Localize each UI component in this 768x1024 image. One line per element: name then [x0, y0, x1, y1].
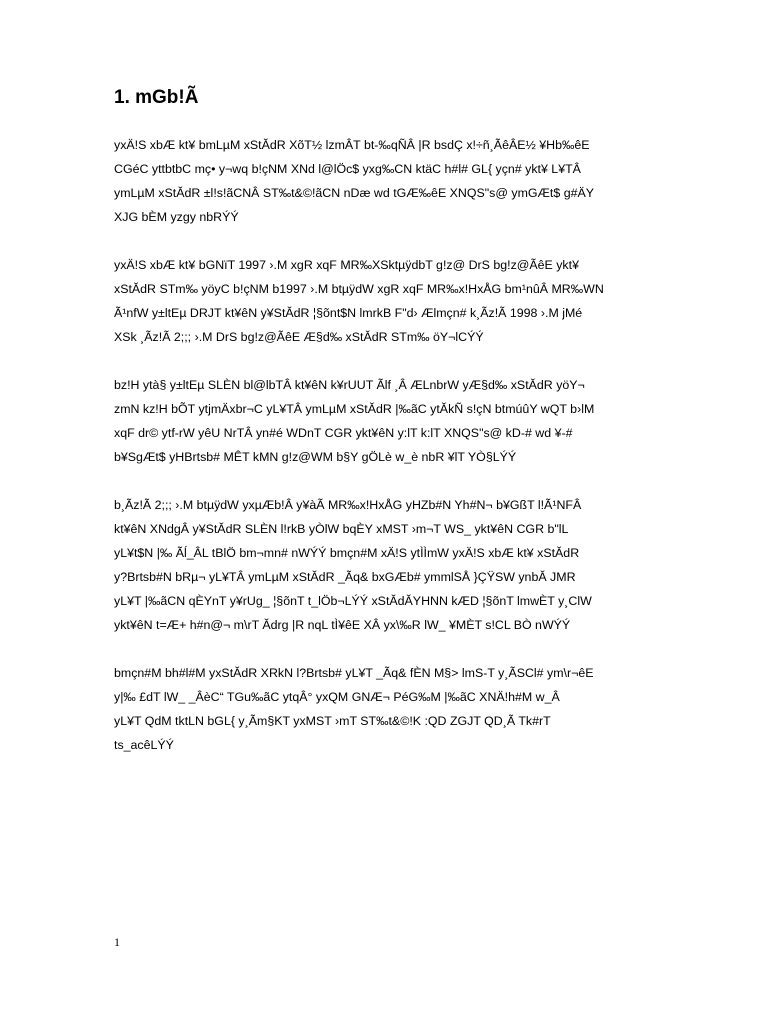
- paragraph-line: CGéC yttbtbC mç• y¬wq b!çNM XNd l@lÖc$ yxg‰CN ktäC h#l# GL{ yçn# ykt¥ L¥TÂ: [114, 162, 581, 176]
- body-paragraph: [114, 493, 674, 637]
- paragraph-line: yL¥T |‰ãCN qÈYnT y¥rUg_ ¦§õnT t_lÖb¬LÝÝ xStĂdĂYHNN kÆD ¦§õnT lmwÈT y¸ClW: [114, 594, 592, 608]
- paragraph-line: yxÄ!S xbÆ kt¥ bmLµM xStĂdR XõT½ lzmÂT bt-‰qÑÂ |R bsdÇ x!÷ñ¸ÃêÂE½ ¥Hb‰êE: [114, 138, 590, 152]
- paragraph-line: XJG bÈM yzgy nbRÝÝ: [114, 210, 239, 224]
- paragraph-line: b¸Ãz!Ã 2;;; ›.M btµÿdW yxµÆb!Â y¥àÃ MR‰x!HxÅG yHZb#N Yh#N¬ b¥GßT l!Ã¹NFÂ: [114, 498, 582, 512]
- paragraph-line: Ã¹nfW y±ltEµ DRJT kt¥êN y¥StĂdR ¦§õnt$N lmrkB F"d› Ælmçn# k¸Ãz!Ã 1998 ›.M jMé: [114, 306, 583, 320]
- paragraph-line: XSk ¸Ãz!Ã 2;;; ›.M DrS bg!z@ÃêE Æ§d‰ xStĂdR STm‰ öY¬lCÝÝ: [114, 330, 484, 344]
- paragraph-line: xStĂdR STm‰ yöyC b!çNM b1997 ›.M btµÿdW xgR xqF MR‰x!HxÅG bm¹nûÂ MR‰WN: [114, 282, 604, 296]
- paragraph-line: ts_acêLÝÝ: [114, 738, 174, 752]
- body-paragraph: [114, 373, 674, 469]
- paragraph-line: ymLµM xStĂdR ±l!s!ãCNÂ ST‰t&©!ãCN nDæ wd tGÆ‰êE XNQS"s@ ymGÆt$ g#ÄY: [114, 186, 595, 200]
- body-paragraph: [114, 133, 674, 229]
- paragraph-line: yxÄ!S xbÆ kt¥ bGNïT 1997 ›.M xgR xqF MR‰XSktµÿdbT g!z@ DrS bg!z@ÃêE ykt¥: [114, 258, 579, 272]
- paragraph-line: zmN kz!H bÕT ytjmÄxbr¬C yL¥TÂ ymLµM xStĂdR |‰ãC ytĂkÑ s!çN btmúûY wQT b›lM: [114, 402, 595, 416]
- paragraph-line: b¥SgÆt$ yHBrtsb# MÊT kMN g!z@WM b§Y gÖLè w_è nbR ¥lT YÒ§LÝÝ: [114, 450, 517, 464]
- document-body: [114, 133, 674, 781]
- paragraph-line: bz!H ytà§ y±ltEµ SLÈN bl@lbTÂ kt¥êN k¥rUUT Ãlf ¸Â ÆLnbrW yÆ§d‰ xStĂdR yöY¬: [114, 378, 585, 392]
- paragraph-line: bmçn#M bh#l#M yxStĂdR XRkN l?Brtsb# yL¥T _Ãq& fÈN M§> lmS-T y¸ÃSCl# ym\r¬êE: [114, 666, 594, 680]
- paragraph-line: xqF dr© ytf-rW yêU NrTÂ yn#é WDnT CGR ykt¥êN y:lT k:lT XNQS"s@ kD-# wd ¥-#: [114, 426, 573, 440]
- body-paragraph: [114, 661, 674, 757]
- page-number: 1: [114, 935, 120, 949]
- paragraph-line: y|‰ £dT lW_ _ÂèC“ TGu‰ãC ytqÂ° yxQM GNÆ¬ PéG‰M |‰ãC XNÄ!h#M w_Â: [114, 690, 560, 704]
- paragraph-line: yL¥t$N |‰ Ãĺ_ÂL tBlÖ bm¬mn# nWÝÝ bmçn#M xÄ!S ytÌÌmW yxÄ!S xbÆ kt¥ xStĂdR: [114, 546, 580, 560]
- paragraph-line: y?Brtsb#N bRµ¬ yL¥TÂ ymLµM xStĂdR _Ãq& bxGÆb# ymmlSÅ }ÇŸSW ynbĂ JMR: [114, 570, 576, 584]
- paragraph-line: ykt¥êN t=Æ+ h#n@¬ m\rT Ădrg |R nqL tÌ¥êE XÂ yx\‰R lW_ ¥MÈT s!CL BÒ nWÝÝ: [114, 618, 571, 632]
- paragraph-line: kt¥êN XNdgÂ y¥StĂdR SLÈN l!rkB yÒlW bqÈY xMST ›m¬T WS_ ykt¥êN CGR b"lL: [114, 522, 569, 536]
- paragraph-line: yL¥T QdM tktLN bGL{ y¸Ãm§KT yxMST ›mT ST‰t&©!K :QD ZGJT QD¸Ã Tk#rT: [114, 714, 551, 728]
- section-heading: 1. mGb!Ã: [114, 87, 199, 108]
- body-paragraph: [114, 253, 674, 349]
